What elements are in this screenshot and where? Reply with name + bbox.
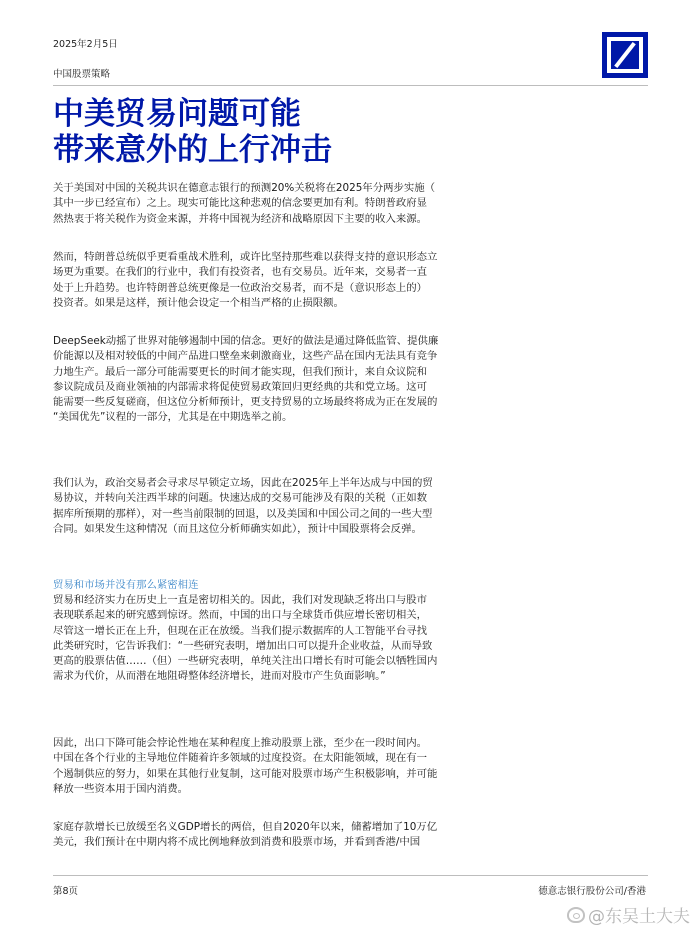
footer-divider [53, 875, 648, 876]
paragraph-line: 尽管这一增长正在上升，但现在正在放缓。当我们提示数据库的人工智能平台寻找 [53, 624, 428, 637]
publisher-name: 德意志银行股份公司/香港 [538, 886, 646, 897]
paragraph-line: 此类研究时，它告诉我们：“一些研究表明，增加出口可以提升企业收益，从而导致 [53, 639, 433, 652]
paragraph-line: 场更为重要。在我们的行业中，我们有投资者，也有交易员。近年来，交易者一直 [53, 266, 428, 279]
paragraph-line: 易协议，并转向关注西半球的问题。快速达成的交易可能涉及有限的关税（正如数 [53, 492, 428, 505]
deutsche-bank-logo-icon [602, 32, 648, 78]
paragraph-6 [53, 736, 639, 797]
paragraph-3 [53, 334, 639, 426]
paragraph-line: 然热衷于将关税作为资金来源，并将中国视为经济和战略原因下主要的收入来源。 [53, 212, 428, 225]
paragraph-1 [53, 181, 639, 227]
watermark [567, 902, 690, 927]
section-trade-markets [53, 578, 639, 685]
page-number: 第8页 [53, 886, 79, 897]
paragraph-line: 能需要一些反复磋商，但这位分析师预计，更支持贸易的立场最终将成为正在发展的 [53, 396, 438, 409]
paragraph-line: 处于上升趋势。也许特朗普总统更像是一位政治交易者，而不是（意识形态上的） [53, 281, 428, 294]
paragraph-line: 表现联系起来的研究感到惊讶。然而，中国的出口与全球货币供应增长密切相关， [53, 609, 428, 622]
paragraph-line: 因此，出口下降可能会悖论性地在某种程度上推动股票上涨，至少在一段时间内。 [53, 737, 428, 749]
paragraph-4 [53, 476, 639, 537]
paragraph-line: 参议院成员及商业领袖的内部需求将促使贸易政策回归更经典的共和党立场。这可 [53, 380, 428, 393]
paragraph-line: 家庭存款增长已放缓至名义GDP增长的两倍，但自2020年以来，储蓄增加了10万亿 [53, 821, 438, 833]
paragraph-line: 我们认为，政治交易者会寻求尽早锁定立场，因此在2025年上半年达成与中国的贸 [53, 477, 433, 489]
paragraph-line: 贸易和经济实力在历史上一直是密切相关的。因此，我们对发现缺乏将出口与股市 [53, 594, 428, 606]
paragraph-line: 力地生产。最后一部分可能需要更长的时间才能实现，但我们预计，来自众议院和 [53, 365, 428, 378]
paragraph-line: 然而，特朗普总统似乎更看重战术胜利，或许比坚持那些难以获得支持的意识形态立 [53, 251, 438, 263]
paragraph-2 [53, 250, 639, 311]
title-line-2: 带来意外的上行冲击 [53, 132, 332, 168]
page-title [53, 96, 653, 168]
paragraph-line: 投资者。如果是这样，预计他会设定一个相当严格的止损限额。 [53, 296, 344, 309]
report-section: 中国股票策略 [53, 69, 111, 80]
section-subhead: 贸易和市场并没有那么紧密相连 [53, 579, 199, 591]
watermark-text: @东吴土大夫 [588, 907, 690, 927]
report-date: 2025年2月5日 [53, 39, 118, 50]
paragraph-line: DeepSeek动摇了世界对能够遏制中国的信念。更好的做法是通过降低监管、提供廉 [53, 335, 439, 347]
paragraph-line: 更高的股票估值……（但）一些研究表明，单纯关注出口增长有时可能会以牺牲国内 [53, 655, 438, 668]
paragraph-line: 美元，我们预计在中期内将不成比例地释放到消费和股票市场，并看到香港/中国 [53, 836, 421, 849]
title-line-1: 中美贸易问题可能 [53, 96, 301, 132]
paragraph-7 [53, 820, 639, 851]
paragraph-line: 据库所预期的那样），对一些当前限制的回退，以及美国和中国公司之间的一些大型 [53, 507, 433, 520]
paragraph-line: 中国在各个行业的主导地位伴随着许多领域的过度投资。在太阳能领域，现在有一 [53, 752, 428, 765]
paragraph-line: 合同。如果发生这种情况（而且这位分析师确实如此），预计中国股票将会反弹。 [53, 522, 422, 535]
paragraph-line: 价能源以及相对较低的中间产品进口壁垒来刺激商业，这些产品在国内无法具有竞争 [53, 350, 438, 363]
paragraph-line: 其中一步已经宣布）之上。现实可能比这种悲观的信念要更加有利。特朗普政府显 [53, 197, 428, 210]
paragraph-line: 需求为代价，从而潜在地阻碍整体经济增长，进而对股市产生负面影响。” [53, 670, 386, 683]
paragraph-line: 释放一些资本用于国内消费。 [53, 782, 189, 795]
weibo-icon [567, 907, 585, 923]
paragraph-line: 关于美国对中国的关税共识在德意志银行的预测20%关税将在2025年分两步实施（ [53, 182, 436, 194]
paragraph-line: “美国优先”议程的一部分，尤其是在中期选举之前。 [53, 411, 293, 424]
paragraph-line: 个遏制供应的努力，如果在其他行业复制，这可能对股票市场产生积极影响，并可能 [53, 767, 438, 780]
header-divider [53, 85, 648, 86]
